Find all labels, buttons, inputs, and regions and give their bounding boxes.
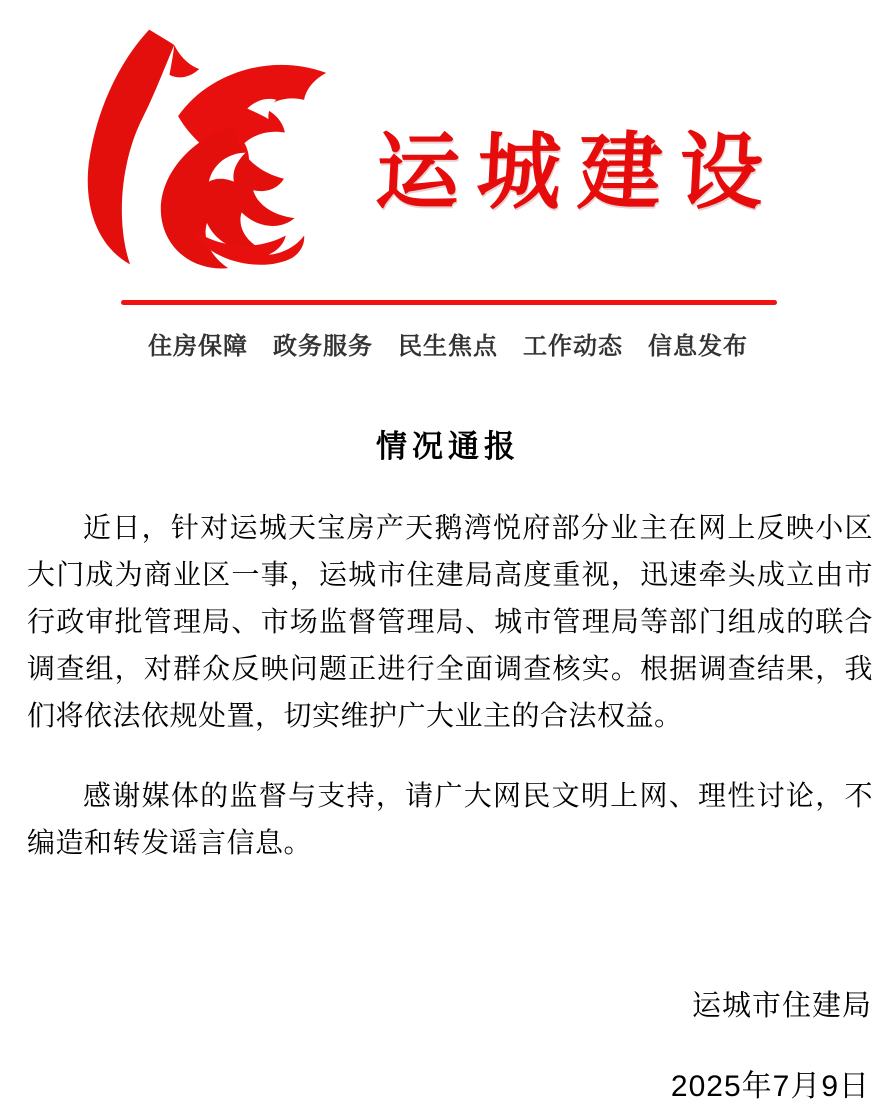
nav-item-info-release[interactable]: 信息发布 (648, 333, 748, 360)
brand-calligraphy: 运城建设 (373, 122, 783, 221)
notice-paragraph-1: 近日，针对运城天宝房产天鹅湾悦府部分业主在网上反映小区大门成为商业区一事，运城市住建局高度重视，迅速牵头成立由市行政审批管理局、市场监督管理局、城市管理局等部门组成的联合调查组，对群众反映问题正进行全面调查核实。根据调查结果，我们将依法依规处置，切实维护广大业主的合法权益。 (27, 512, 873, 731)
red-divider-line (121, 300, 777, 305)
notice-body (27, 504, 873, 866)
notice-title: 情况通报 (376, 429, 520, 464)
nav-item-housing-security[interactable]: 住房保障 (148, 333, 248, 360)
phoenix-ribbon-icon (80, 20, 332, 272)
nav-menu (0, 326, 896, 361)
notice-date: 2025年7月9日 (670, 1070, 870, 1103)
nav-item-gov-services[interactable]: 政务服务 (273, 333, 373, 360)
signature: 运城市住建局 (691, 990, 872, 1022)
nav-item-livelihood-focus[interactable]: 民生焦点 (398, 333, 498, 360)
nav-item-work-news[interactable]: 工作动态 (523, 333, 623, 360)
notice-paragraph-2: 感谢媒体的监督与支持，请广大网民文明上网、理性讨论，不编造和转发谣言信息。 (27, 780, 873, 858)
